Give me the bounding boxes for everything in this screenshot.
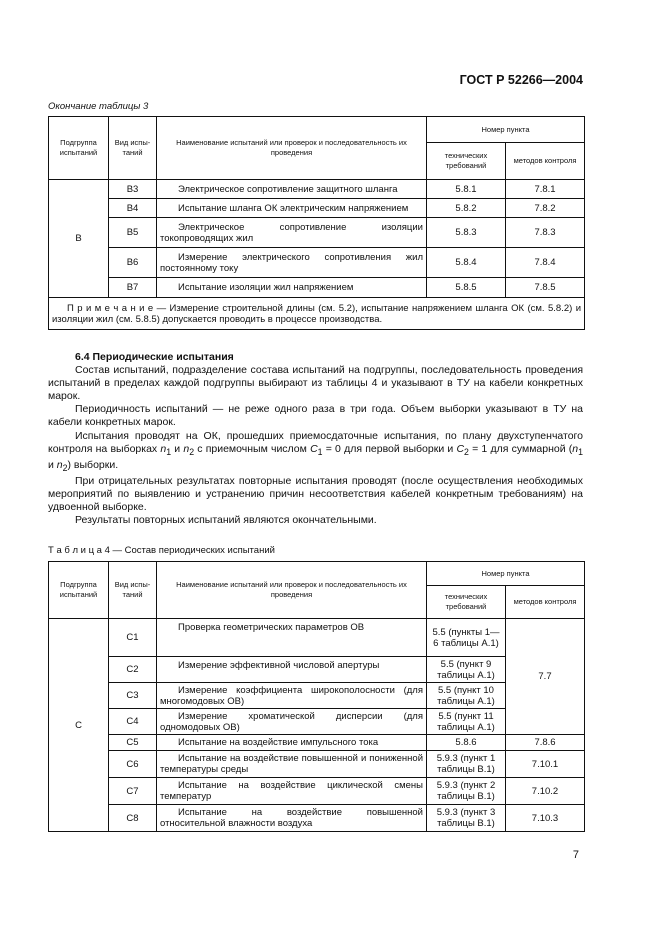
kind-cell: С7 xyxy=(109,778,157,805)
header-clause-number: Номер пункта xyxy=(427,562,585,586)
table-3 xyxy=(48,116,585,330)
kind-cell: С1 xyxy=(109,619,157,657)
kind-cell: В5 xyxy=(109,218,157,248)
tech-cell: 5.5 (пункт 9 таблицы А.1) xyxy=(427,657,506,683)
name-cell: Испытание изоляции жил напряжением xyxy=(157,278,427,298)
note-label: П р и м е ч а н и е xyxy=(67,302,154,314)
name-cell: Электрическое сопротивление защитного шланга xyxy=(157,180,427,199)
header-tech: технических требований xyxy=(427,586,506,619)
name-cell: Испытание на воздействие циклической смены температур xyxy=(157,778,427,805)
methods-cell: 7.8.6 xyxy=(506,735,585,751)
methods-cell: 7.10.2 xyxy=(506,778,585,805)
section-title: 6.4 Периодические испытания xyxy=(75,351,234,363)
name-cell: Испытание шланга ОК электрическим напряжением xyxy=(157,199,427,218)
document-code: ГОСТ Р 52266—2004 xyxy=(459,73,583,87)
name-cell: Измерение хроматической дисперсии (для одномодовых ОВ) xyxy=(157,709,427,735)
paragraph: Результаты повторных испытаний являются окончательными. xyxy=(75,514,377,527)
tech-cell: 5.8.1 xyxy=(427,180,506,199)
tech-cell: 5.9.3 (пункт 2 таблицы В.1) xyxy=(427,778,506,805)
kind-cell: В4 xyxy=(109,199,157,218)
kind-cell: В3 xyxy=(109,180,157,199)
header-name: Наименование испытаний или проверок и последовательность их проведения xyxy=(157,117,427,180)
header-name: Наименование испытаний или проверок и последовательность их проведения xyxy=(157,562,427,619)
methods-cell-merged: 7.7 xyxy=(506,619,585,735)
methods-cell: 7.8.4 xyxy=(506,248,585,278)
tech-cell: 5.9.3 (пункт 1 таблицы В.1) xyxy=(427,751,506,778)
kind-cell: С6 xyxy=(109,751,157,778)
methods-cell: 7.10.3 xyxy=(506,805,585,832)
kind-cell: С5 xyxy=(109,735,157,751)
name-cell: Электрическое сопротивление изоляции токопроводящих жил xyxy=(157,218,427,248)
section-periodic-tests xyxy=(48,351,583,527)
page-number: 7 xyxy=(572,849,579,861)
kind-cell: С4 xyxy=(109,709,157,735)
paragraph-sampling: Испытания проводят на ОК, прошедших приемосдаточные испытания, по плану двухступенчатого контроля на выборках $n_1$ и $n_2$ с приемочным числом $C_1 = 0$ для первой выборки и $C_2 = 1$ для суммарной ($n_1$ и $n_2$) выборки. xyxy=(48,429,584,473)
tech-cell: 5.5 (пункты 1—6 таблицы А.1) xyxy=(427,619,506,657)
tech-cell: 5.9.3 (пункт 3 таблицы В.1) xyxy=(427,805,506,832)
paragraph: Периодичность испытаний — не реже одного раза в три года. Объем выборки указывают в ТУ на кабели конкретных марок. xyxy=(48,403,583,429)
tech-cell: 5.8.2 xyxy=(427,199,506,218)
tech-cell: 5.5 (пункт 11 таблицы А.1) xyxy=(427,709,506,735)
methods-cell: 7.8.3 xyxy=(506,218,585,248)
name-cell: Измерение коэффициента широкополосности (для многомодовых ОВ) xyxy=(157,683,427,709)
name-cell: Измерение электрического сопротивления жил постоянному току xyxy=(157,248,427,278)
kind-cell: С8 xyxy=(109,805,157,832)
name-cell: Испытание на воздействие повышенной и пониженной температуры среды xyxy=(157,751,427,778)
table3-caption: Окончание таблицы 3 xyxy=(48,101,149,112)
header-tech: технических требований xyxy=(427,143,506,180)
kind-cell: В6 xyxy=(109,248,157,278)
group-cell: С xyxy=(49,619,109,832)
header-group: Подгруппа испытаний xyxy=(49,562,109,619)
header-group: Подгруппа испытаний xyxy=(49,117,109,180)
tech-cell: 5.8.3 xyxy=(427,218,506,248)
table-4 xyxy=(48,561,585,832)
header-kind: Вид испы- таний xyxy=(109,562,157,619)
name-cell: Измерение эффективной числовой апертуры xyxy=(157,657,427,683)
header-methods: методов контроля xyxy=(506,586,585,619)
name-cell: Проверка геометрических параметров ОВ xyxy=(157,619,427,657)
paragraph: При отрицательных результатах повторные испытания проводят (после осуществления необходимых мероприятий по выявлению и устранению причин несоответствия кабелей конкретным требованиям) на удвоенной выборке. xyxy=(48,475,583,514)
methods-cell: 7.8.1 xyxy=(506,180,585,199)
paragraph: Состав испытаний, подразделение состава испытаний на подгруппы, последовательность проведения испытаний в пределах каждой подгруппы выбирают из таблицы 4 и указывают в ТУ на кабели конкретных марок. xyxy=(48,364,583,403)
methods-cell: 7.10.1 xyxy=(506,751,585,778)
tech-cell: 5.5 (пункт 10 таблицы А.1) xyxy=(427,683,506,709)
tech-cell: 5.8.4 xyxy=(427,248,506,278)
header-clause-number: Номер пункта xyxy=(427,117,585,143)
kind-cell: В7 xyxy=(109,278,157,298)
header-kind: Вид испы- таний xyxy=(109,117,157,180)
group-cell: В xyxy=(49,180,109,298)
tech-cell: 5.8.5 xyxy=(427,278,506,298)
tech-cell: 5.8.6 xyxy=(427,735,506,751)
kind-cell: С3 xyxy=(109,683,157,709)
table3-note xyxy=(49,298,585,330)
methods-cell: 7.8.2 xyxy=(506,199,585,218)
name-cell: Испытание на воздействие импульсного тока xyxy=(157,735,427,751)
methods-cell: 7.8.5 xyxy=(506,278,585,298)
name-cell: Испытание на воздействие повышенной относительной влажности воздуха xyxy=(157,805,427,832)
kind-cell: С2 xyxy=(109,657,157,683)
note-text: — Измерение строительной длины (см. 5.2), испытание напряжением шланга ОК (см. 5.8.2) и изоляции жил (см. 5.8.5) допускается проводить в процессе производства. xyxy=(52,302,582,325)
table4-caption: Т а б л и ц а 4 — Состав периодических испытаний xyxy=(48,545,275,556)
header-methods: методов контроля xyxy=(506,143,585,180)
